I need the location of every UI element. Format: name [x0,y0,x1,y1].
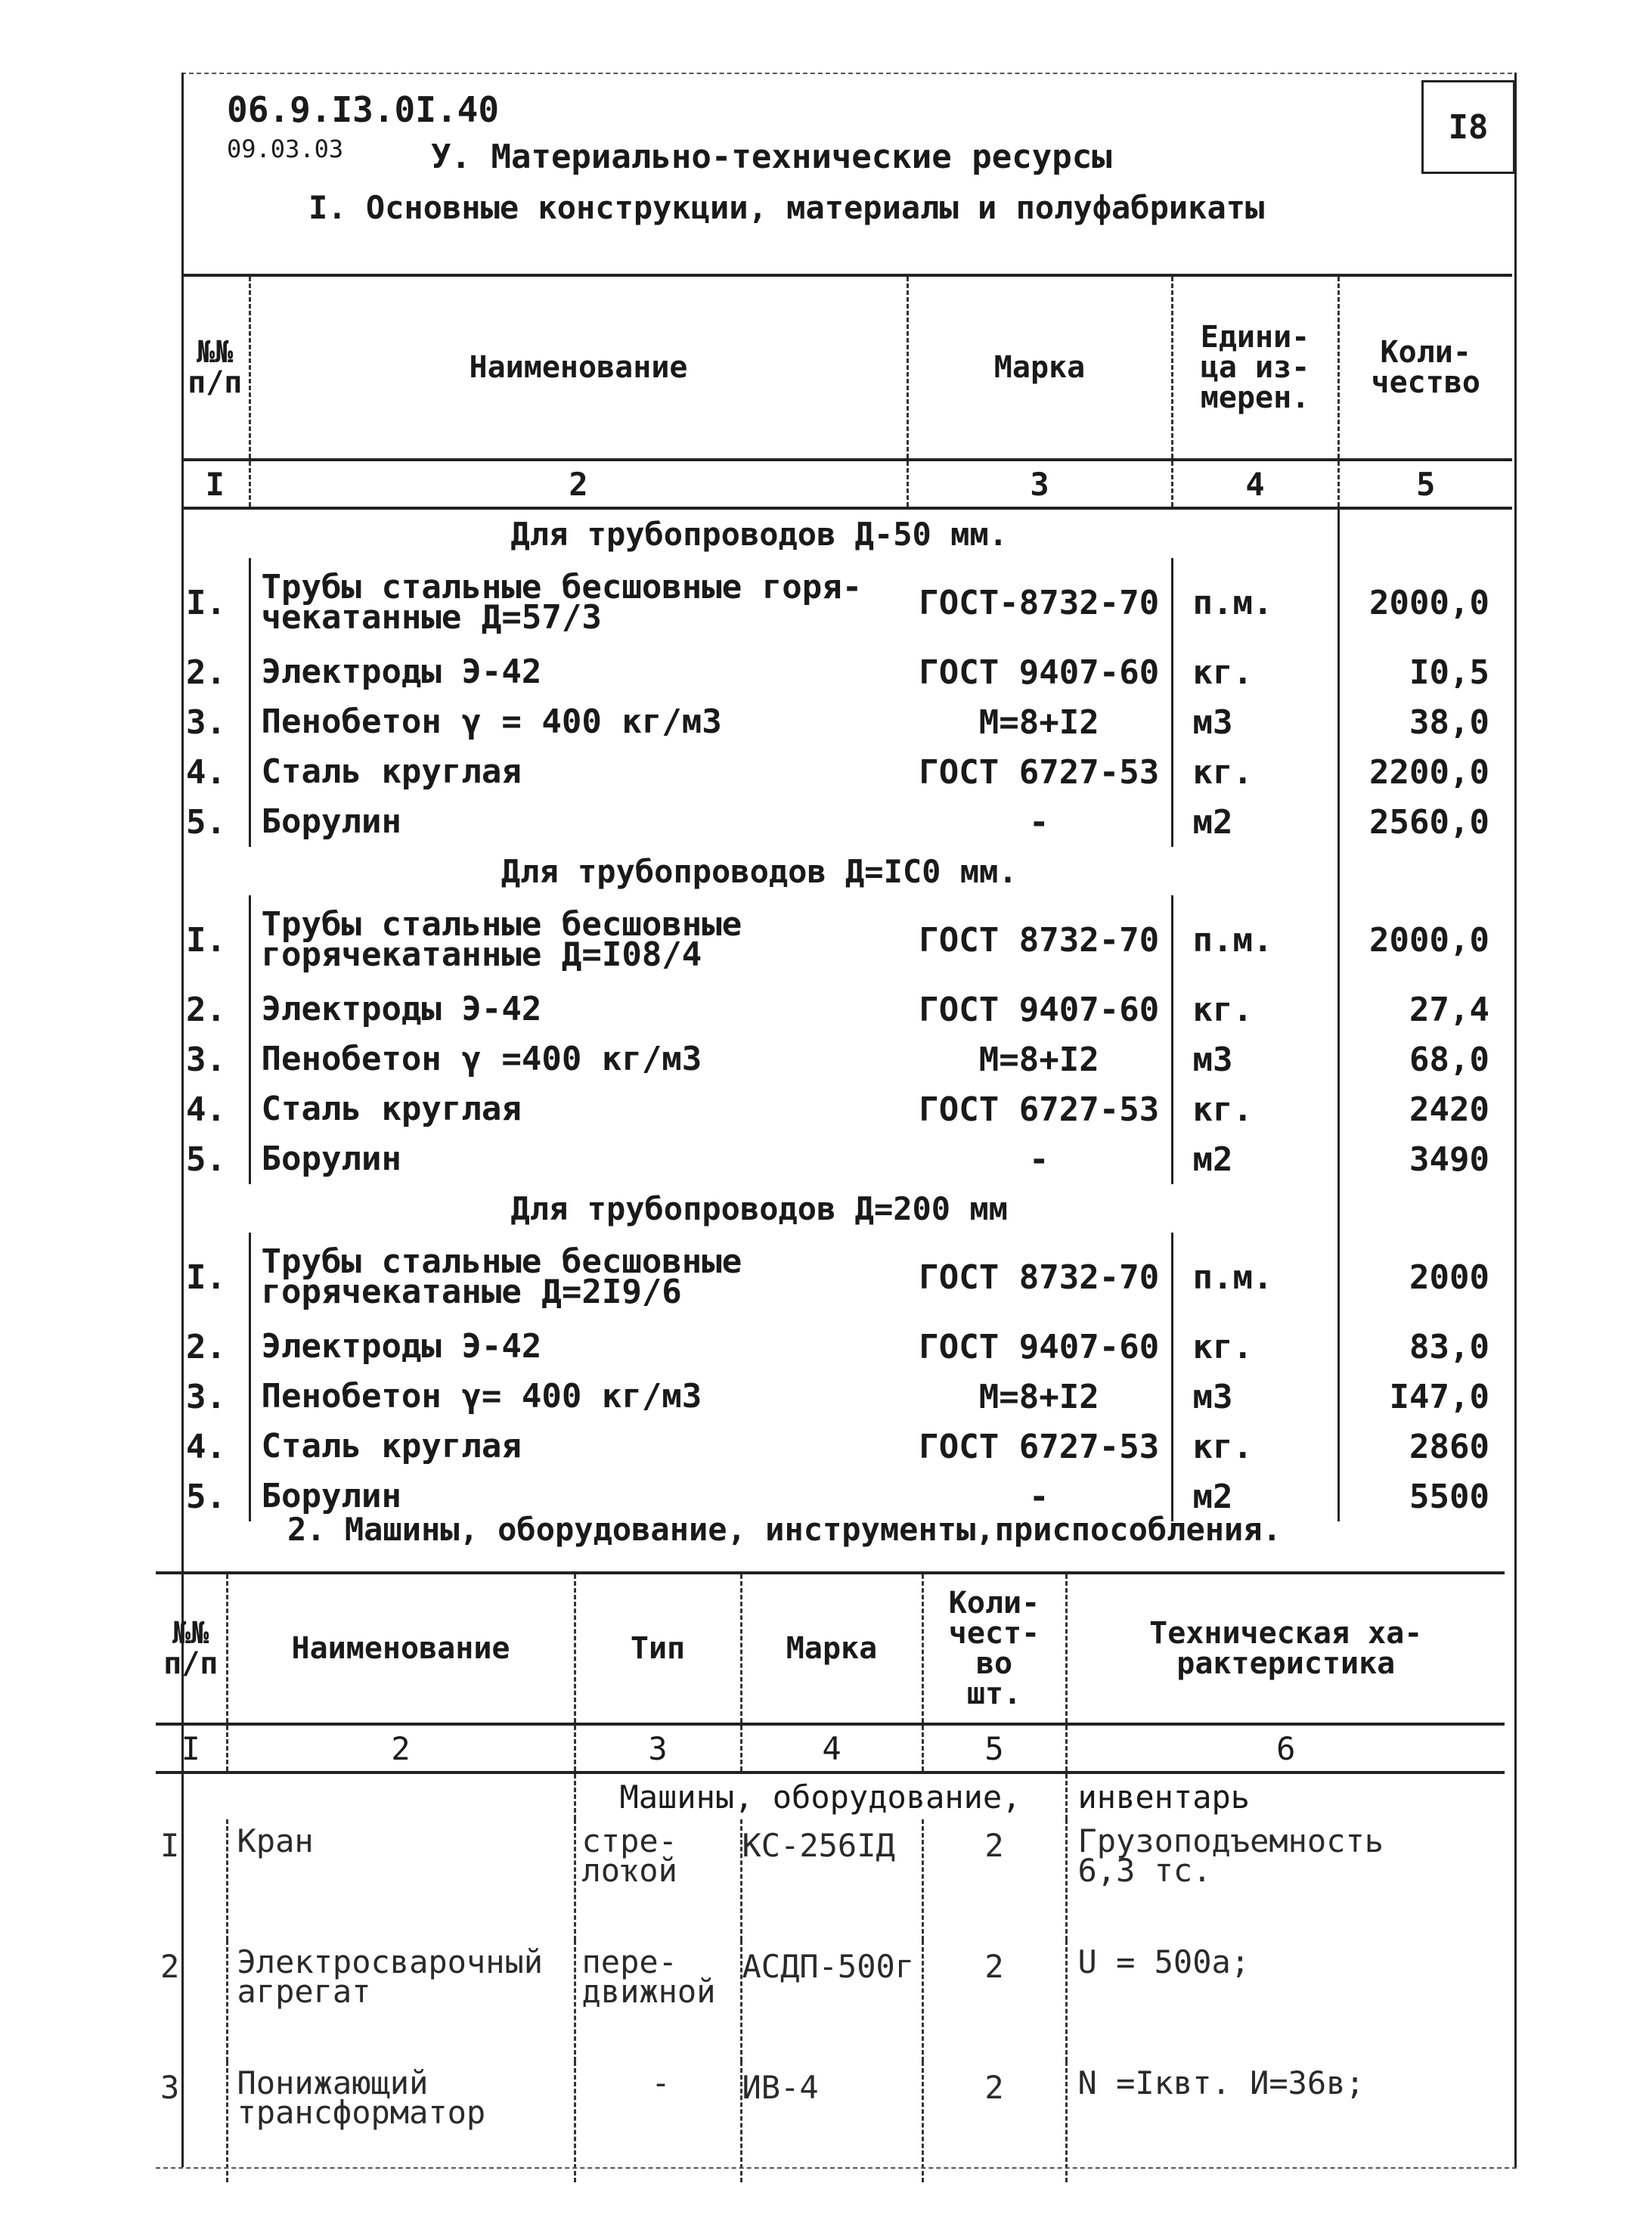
material-qty: 5500 [1338,1472,1512,1521]
row-index: 5. [186,1140,226,1179]
machines-body [156,1772,1505,2182]
material-name-line: Пенобетон γ = 400 кг/м3 [261,702,722,741]
material-mark: М=8+I2 [978,702,1099,742]
machine-type-line: движной [581,1972,716,2010]
group-row [181,847,1512,895]
machine-row [156,1940,1505,2061]
material-row [181,1422,1512,1472]
material-name [250,1134,907,1184]
machine-tech-line: U = 500а; [1077,1943,1251,1980]
material-name [250,1034,907,1084]
machines-header-row [156,1573,1505,1724]
material-unit: кг. [1172,1084,1338,1134]
materials-body [181,508,1512,1521]
machine-name-line: трансформатор [237,2093,486,2131]
material-row [181,797,1512,847]
col-number: I [181,460,250,508]
m-col-number: 3 [575,1724,741,1772]
col-number: 5 [1338,460,1512,508]
material-name-line: Сталь круглая [261,1426,522,1465]
m-col-header-tech-line2: рактеристика [1176,1646,1396,1681]
m-col-header-type: Тип [575,1573,741,1724]
row-index: I [160,1827,180,1864]
material-qty: 68,0 [1338,1034,1512,1084]
row-index: 3. [186,702,226,742]
row-index: 3. [186,1377,226,1416]
machines-subgroup-row [156,1772,1505,1819]
document-date: 09.03.03 [227,135,344,163]
material-row [181,1034,1512,1084]
machine-tech [1066,2061,1505,2182]
material-row [181,1084,1512,1134]
material-mark: М=8+I2 [978,1040,1099,1079]
material-mark: М=8+I2 [978,1377,1099,1416]
material-name [250,558,907,647]
material-name-line: горячекатаные Д=2I9/6 [261,1273,682,1311]
material-name-line: Борулин [261,1139,401,1178]
material-unit: п.м. [1172,895,1338,985]
material-mark: ГОСТ 9407-60 [919,990,1160,1029]
machine-tech-line: N =Iквт. И=36в; [1077,2064,1365,2101]
m-column-numbers-row [156,1724,1505,1772]
column-numbers-row [181,460,1512,508]
col-header-qty-line1: Коли- [1380,335,1471,370]
bottom-border [156,2167,1517,2169]
material-name [250,985,907,1034]
material-unit: м3 [1172,1372,1338,1422]
material-unit: м3 [1172,697,1338,747]
machine-type-line: - [651,2064,671,2101]
row-index: 4. [186,1090,226,1129]
row-index: 2. [186,990,226,1029]
row-index: I. [186,920,226,960]
group-qty-spacer [1338,847,1512,895]
subgroup-left-spacer [156,1772,575,1819]
m-col-header-qty [922,1573,1066,1724]
row-index: I. [186,1258,226,1297]
machine-name-line: агрегат [237,1972,371,2010]
material-name [250,1084,907,1134]
machine-name [227,1819,575,1940]
material-mark: ГОСТ 8732-70 [919,920,1160,960]
m-col-header-number [156,1573,227,1724]
row-index: 2. [186,653,226,692]
material-row [181,1372,1512,1422]
material-name-line: Электроды Э-42 [261,1326,542,1366]
material-name-line: Трубы стальные бесшовные горя- [261,567,863,606]
material-row [181,697,1512,747]
material-qty: 2560,0 [1338,797,1512,847]
m-col-header-qty-line2: чест- [948,1616,1040,1651]
machine-name [227,2061,575,2182]
machines-table [156,1571,1505,2182]
material-qty: 38,0 [1338,697,1512,747]
col-header-number [181,275,250,460]
row-index: 4. [186,752,226,792]
materials-header-row [181,275,1512,460]
material-row [181,747,1512,797]
m-col-header-number-line1: №№ [172,1616,209,1651]
col-number: 2 [250,460,907,508]
m-col-header-qty-line1: Коли- [948,1586,1040,1620]
col-header-unit-line3: мерен. [1200,380,1310,415]
material-mark: ГОСТ 6727-53 [919,1427,1160,1466]
machine-type [575,1940,741,2061]
material-unit: м3 [1172,1034,1338,1084]
material-mark: - [1029,1140,1049,1179]
material-unit: м2 [1172,1472,1338,1521]
material-name-line: чекатанные Д=57/3 [261,598,602,637]
row-index: 3. [186,1040,226,1079]
machine-tech [1066,1940,1505,2061]
m-col-number: 4 [741,1724,922,1772]
m-col-header-qty-line4: шт. [966,1676,1022,1711]
material-name [250,1233,907,1322]
material-mark: - [1029,802,1049,842]
m-col-header-mark: Марка [741,1573,922,1724]
material-row [181,895,1512,985]
material-name-line: Сталь круглая [261,1089,522,1128]
material-qty: 27,4 [1338,985,1512,1034]
document-code: 06.9.I3.0I.40 [227,89,500,130]
material-name [250,1422,907,1472]
material-name [250,697,907,747]
material-qty: I47,0 [1338,1372,1512,1422]
material-unit: п.м. [1172,1233,1338,1322]
col-header-qty-line2: чество [1371,365,1480,400]
m-col-header-number-line2: п/п [163,1646,219,1681]
row-index: 2 [160,1948,180,1985]
material-unit: кг. [1172,647,1338,697]
material-mark: ГОСТ-8732-70 [919,583,1160,622]
col-header-number-line1: №№ [197,335,234,370]
material-name [250,895,907,985]
col-header-name: Наименование [250,275,907,460]
material-mark: ГОСТ 8732-70 [919,1258,1160,1297]
material-qty: 83,0 [1338,1322,1512,1372]
group-qty-spacer [1338,1184,1512,1233]
subsection-title: I. Основные конструкции, материалы и полуфабрикаты [308,189,1265,226]
machine-mark: КС-256IД [741,1819,922,1940]
machine-name [227,1940,575,2061]
material-qty: 2000,0 [1338,558,1512,647]
section-title: У. Материально-технические ресурсы [431,138,1112,176]
material-mark: ГОСТ 9407-60 [919,653,1160,692]
materials-table [181,274,1512,1521]
machine-mark: АСДП-500г [741,1940,922,2061]
machine-type [575,1819,741,1940]
machine-name-line: Электросварочный [237,1943,544,1980]
machine-type-line: стре- [581,1822,677,1859]
material-name [250,747,907,797]
row-index: 2. [186,1327,226,1366]
machine-qty: 2 [922,2061,1066,2182]
machine-row [156,1819,1505,1940]
m-col-header-name: Наименование [227,1573,575,1724]
material-name-line: Борулин [261,1476,401,1515]
material-qty: 2860 [1338,1422,1512,1472]
m-col-header-tech [1066,1573,1505,1724]
group-title: Для трубопроводов Д=200 мм [510,1189,1008,1227]
machine-qty: 2 [922,1940,1066,2061]
group-title: Для трубопроводов Д=IC0 мм. [501,852,1018,890]
material-qty: 2000 [1338,1233,1512,1322]
row-index: 4. [186,1427,226,1466]
col-header-qty [1338,275,1512,460]
col-header-number-line2: п/п [188,365,243,400]
m-col-number: 2 [227,1724,575,1772]
material-name [250,1322,907,1372]
material-unit: кг. [1172,747,1338,797]
group-title: Для трубопроводов Д-50 мм. [510,515,1008,553]
material-row [181,558,1512,647]
machine-type [575,2061,741,2182]
m-col-number: I [156,1724,227,1772]
material-name-line: Пенобетон γ= 400 кг/м3 [261,1376,702,1416]
group-row [181,1184,1512,1233]
machine-mark: ИВ-4 [741,2061,922,2182]
material-row [181,1233,1512,1322]
row-index: 5. [186,802,226,842]
material-name [250,797,907,847]
material-unit: м2 [1172,1134,1338,1184]
material-mark: - [1029,1477,1049,1516]
m-col-number: 6 [1066,1724,1505,1772]
col-number: 4 [1172,460,1338,508]
material-unit: п.м. [1172,558,1338,647]
material-row [181,647,1512,697]
material-mark: ГОСТ 9407-60 [919,1327,1160,1366]
material-row [181,985,1512,1034]
machine-tech-line: 6,3 тс. [1077,1851,1212,1889]
page-number: I8 [1421,80,1515,174]
row-index: 3 [160,2069,180,2106]
material-unit: м2 [1172,797,1338,847]
group-row [181,508,1512,558]
col-header-mark: Марка [907,275,1172,460]
material-qty: I0,5 [1338,647,1512,697]
row-index: 5. [186,1477,226,1516]
material-qty: 2420 [1338,1084,1512,1134]
col-number: 3 [907,460,1172,508]
machine-tech [1066,1819,1505,1940]
machine-type-line: пере- [581,1943,677,1980]
material-unit: кг. [1172,1422,1338,1472]
machine-tech-line: Грузоподъемность [1077,1822,1384,1859]
material-name-line: Электроды Э-42 [261,989,542,1028]
machine-qty: 2 [922,1819,1066,1940]
subgroup-title-right: инвентарь [1066,1772,1505,1819]
machine-type-line: лоҡой [581,1851,677,1889]
material-name-line: Электроды Э-42 [261,652,542,691]
material-name-line: Пенобетон γ =400 кг/м3 [261,1039,702,1078]
subgroup-title: Машины, оборудование, [575,1772,1066,1819]
material-name [250,647,907,697]
material-qty: 2000,0 [1338,895,1512,985]
material-name [250,1372,907,1422]
group-qty-spacer [1338,508,1512,558]
section2-title: 2. Машины, оборудование, инструменты,приспособления. [287,1511,1282,1548]
machine-row [156,2061,1505,2182]
material-mark: ГОСТ 6727-53 [919,752,1160,792]
material-name-line: Трубы стальные бесшовные [261,1242,742,1281]
machine-name-line: Понижающий [237,2064,429,2101]
material-name-line: Борулин [261,802,401,841]
m-col-number: 5 [922,1724,1066,1772]
material-name-line: горячекатанные Д=I08/4 [261,935,702,974]
material-qty: 2200,0 [1338,747,1512,797]
col-header-unit-line2: ца из- [1200,350,1310,385]
material-qty: 3490 [1338,1134,1512,1184]
col-header-unit [1172,275,1338,460]
material-name-line: Трубы стальные бесшовные [261,904,742,944]
material-unit: кг. [1172,1322,1338,1372]
material-row [181,1322,1512,1372]
row-index: I. [186,583,226,622]
m-col-header-qty-line3: во [975,1646,1013,1681]
material-unit: кг. [1172,985,1338,1034]
material-mark: ГОСТ 6727-53 [919,1090,1160,1129]
machine-name-line: Кран [237,1822,314,1859]
material-name-line: Сталь круглая [261,752,522,791]
col-header-unit-line1: Едини- [1200,320,1310,355]
m-col-header-tech-line1: Техническая ха- [1149,1616,1423,1651]
material-row [181,1134,1512,1184]
